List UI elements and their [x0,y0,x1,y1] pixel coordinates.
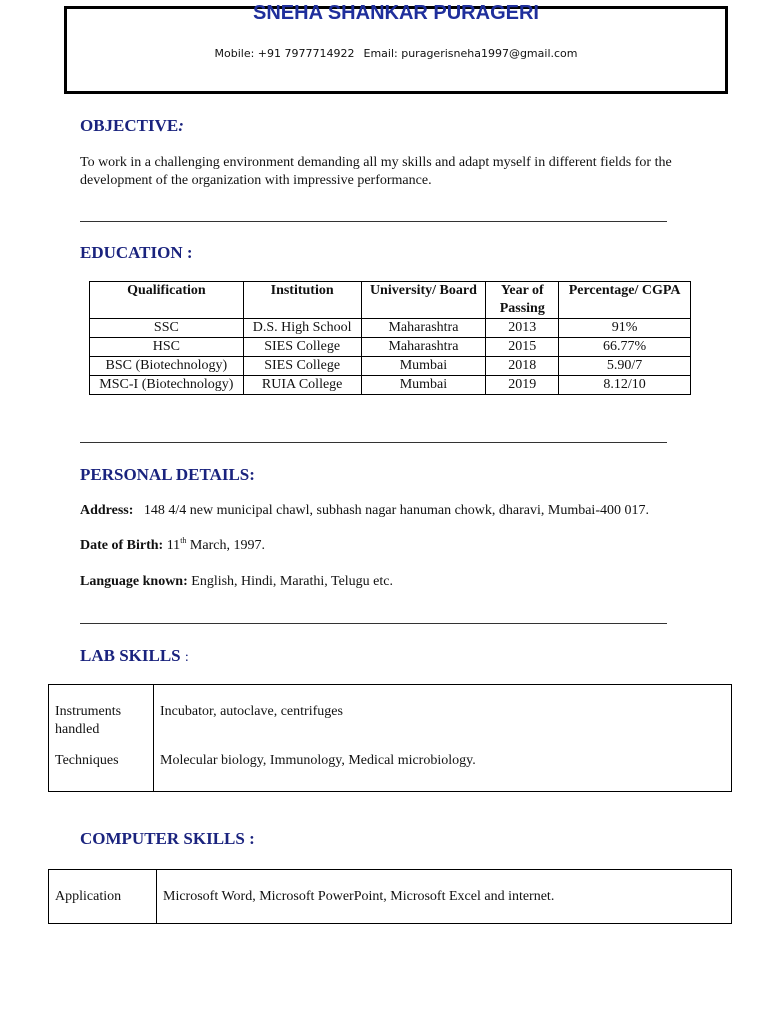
mobile-number: Mobile: +91 7977714922 [214,47,355,60]
column-header: Institution [243,282,361,319]
objective-heading-colon: : [178,116,184,135]
lab-skills-heading-text: LAB SKILLS [80,646,181,665]
column-header: Qualification [90,282,244,319]
address-label: Address: [80,503,134,518]
dob-label: Date of Birth: [80,538,164,553]
education-heading: EDUCATION : [80,243,193,262]
table-cell: D.S. High School [243,319,361,338]
dob-day: 11 [166,538,181,553]
address-value: 148 4/4 new municipal chawl, subhash nagar hanuman chowk, dharavi, Mumbai-400 017. [143,503,649,518]
section-divider [80,221,667,222]
column-header: Percentage/ CGPA [559,282,691,319]
table-row [49,685,732,743]
table-cell: 66.77% [559,338,691,357]
skill-label: Techniques [49,742,154,791]
table-cell: Mumbai [361,376,486,395]
table-row [90,319,691,338]
table-cell: 2013 [486,319,559,338]
table-row [49,870,732,924]
table-cell: 8.12/10 [559,376,691,395]
table-cell: RUIA College [243,376,361,395]
objective-heading-text: OBJECTIVE [80,116,179,135]
skill-label: Application [49,870,157,924]
table-cell: 2018 [486,357,559,376]
column-header: Year of Passing [486,282,559,319]
table-cell: HSC [90,338,244,357]
table-cell: BSC (Biotechnology) [90,357,244,376]
candidate-name: SNEHA SHANKAR PURAGERI [253,2,539,24]
language-label: Language known: [80,574,188,589]
header-box [64,2,728,94]
table-cell: 91% [559,319,691,338]
objective-text: To work in a challenging environment demanding all my skills and adapt myself in different fields for the development of the organization with impressive performance. [80,155,672,188]
table-row [49,742,732,791]
education-table [89,281,691,395]
dob-rest: March, 1997. [189,538,265,553]
table-cell: MSC-I (Biotechnology) [90,376,244,395]
table-cell: Maharashtra [361,319,486,338]
address-line [80,503,649,519]
column-header: University/ Board [361,282,486,319]
computer-skills-heading: COMPUTER SKILLS : [80,829,255,848]
education-table-header [90,282,691,319]
computer-skills-table [48,869,732,924]
table-cell: Mumbai [361,357,486,376]
table-cell: Maharashtra [361,338,486,357]
skill-value: Incubator, autoclave, centrifuges [154,685,732,743]
dob-suffix: th [180,536,187,545]
email-address: Email: puragerisneha1997@gmail.com [363,47,578,60]
lab-skills-heading [80,646,189,666]
table-row [90,357,691,376]
table-row [90,376,691,395]
skill-value: Molecular biology, Immunology, Medical microbiology. [154,742,732,791]
language-value: English, Hindi, Marathi, Telugu etc. [191,574,393,589]
table-cell: SIES College [243,338,361,357]
contact-line [67,47,725,60]
table-cell: 2019 [486,376,559,395]
skill-label: Instruments handled [49,685,154,743]
table-cell: 5.90/7 [559,357,691,376]
lab-skills-heading-colon: : [184,650,189,665]
language-line [80,574,393,590]
table-cell: SSC [90,319,244,338]
personal-details-heading: PERSONAL DETAILS: [80,465,255,484]
objective-heading [80,116,184,136]
section-divider [80,623,667,624]
table-cell: SIES College [243,357,361,376]
dob-line [80,538,265,554]
skill-value: Microsoft Word, Microsoft PowerPoint, Microsoft Excel and internet. [157,870,732,924]
table-row [90,338,691,357]
table-cell: 2015 [486,338,559,357]
section-divider [80,442,667,443]
lab-skills-table [48,684,732,792]
